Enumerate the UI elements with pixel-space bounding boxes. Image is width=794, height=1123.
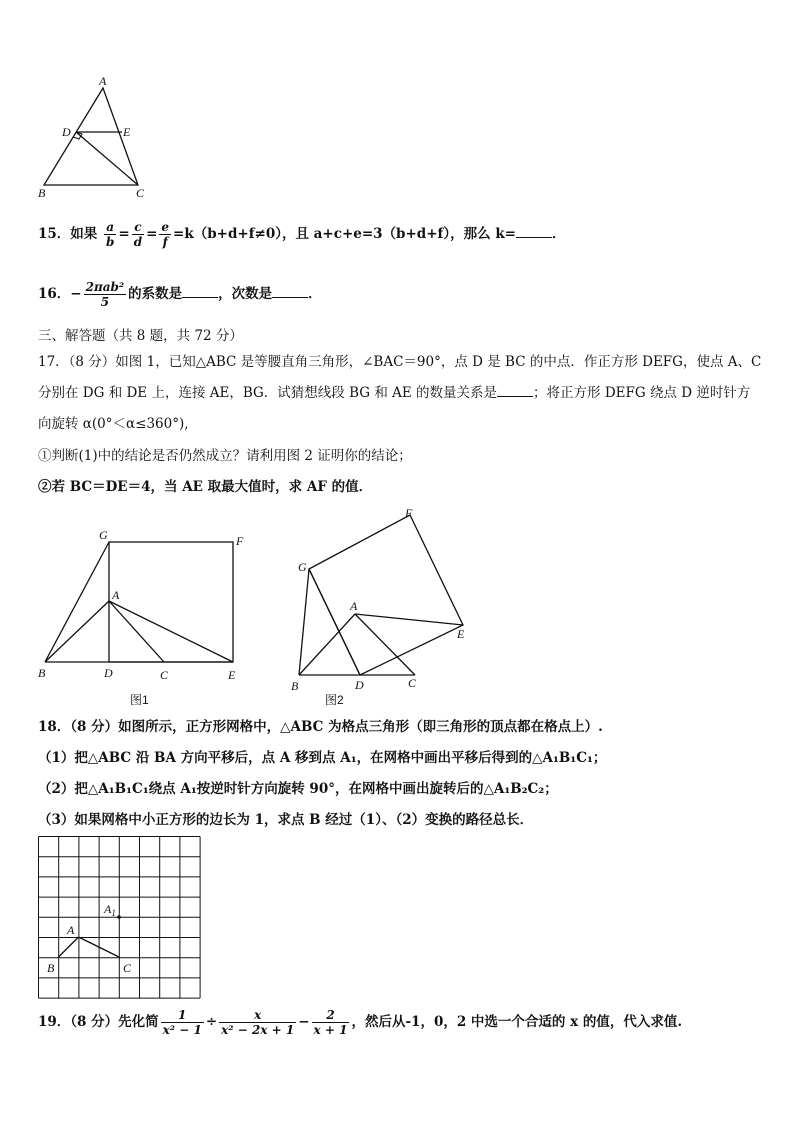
fig2-label-D: D [355, 678, 364, 692]
q19-fraction-3: $\frac{2}{x + 1}$ [313, 1008, 348, 1037]
q17-line-2: 分别在 DG 和 DE 上，连接 AE，BG．试猜想线段 BG 和 AE 的数量关系是 ；将正方形 DEFG 绕点 D 逆时针方 [38, 385, 751, 401]
triangle-figure-q14 [30, 72, 160, 202]
grid-label-C: C [123, 961, 132, 975]
fig2-label-A: A [350, 599, 358, 613]
q16-number: 16． [38, 286, 71, 302]
q16-blank-coefficient [182, 285, 218, 298]
fig2-label-C: C [408, 676, 417, 690]
fig2-label-G: G [298, 560, 307, 574]
fig2-label-E: E [457, 627, 465, 641]
section-3-heading: 三、解答题（共 8 题，共 72 分） [38, 328, 243, 344]
q15-condition: =k（b+d+f≠0），且 a+c+e=3（b+d+f），那么 k= [173, 226, 516, 242]
q15-fraction-e-f: $\frac{e}{f}$ [161, 220, 170, 249]
fig1-label-B: B [38, 666, 46, 680]
fig1-caption: 图1 [130, 693, 149, 707]
fig1-label-F: F [236, 534, 244, 548]
q17-answer-blank [497, 384, 533, 397]
q18-square-grid [36, 834, 206, 1000]
q18-sub-2: （2）把△A₁B₁C₁绕点 A₁按逆时针方向旋转 90°，在网格中画出旋转后的△A₁B₂C₂； [38, 781, 558, 797]
grid-label-B: B [47, 961, 55, 975]
q18-line-1: 18．（8 分）如图所示，正方形网格中，△ABC 为格点三角形（即三角形的顶点都在格点上）. [38, 719, 603, 735]
q16-fraction: $\frac{\text{2πab²}}{5}$ [85, 280, 125, 309]
q17-line-3: 向旋转 α(0°＜α≤360°), [38, 416, 189, 432]
fig2-label-F: F [405, 506, 413, 520]
q17-figure-2 [285, 505, 485, 715]
label-A: A [99, 74, 107, 88]
question-19: 19．（8 分）先化简 $\frac{1}{\text{x² − 1}}$ ÷ $\frac{x}{\text{x² − 2x + 1}}$ − $\frac{2}{x + 1}$ ，然后从-1，0，2 中选一个合适的 x 的值，代入求值. [38, 1008, 683, 1037]
fig2-caption: 图2 [325, 693, 344, 707]
q17-sub-2: ②若 BC＝DE＝4，当 AE 取最大值时，求 AF 的值． [38, 479, 373, 495]
q17-sub-1: ①判断(1)中的结论是否仍然成立？请利用图 2 证明你的结论； [38, 448, 412, 464]
fig1-label-E: E [228, 668, 236, 682]
q15-number: 15． [38, 226, 71, 242]
label-B: B [38, 186, 46, 200]
q15-fraction-c-d: $\frac{c}{d}$ [133, 220, 143, 249]
q17-figure-1 [30, 525, 250, 715]
q16-blank-degree [272, 285, 308, 298]
fig1-label-G: G [99, 528, 108, 542]
fig1-label-C: C [160, 668, 169, 682]
q15-fraction-a-b: $\frac{a}{b}$ [106, 220, 115, 249]
fig2-label-B: B [291, 679, 299, 693]
q19-fraction-2: $\frac{x}{\text{x² − 2x + 1}}$ [221, 1008, 295, 1037]
q15-answer-blank [516, 225, 552, 238]
question-16: 16．− $\frac{\text{2πab²}}{5}$ 的系数是 ，次数是 ． [38, 280, 322, 309]
label-E: E [123, 125, 131, 139]
q18-sub-3: （3）如果网格中小正方形的边长为 1，求点 B 经过（1）、（2）变换的路径总长． [38, 812, 534, 828]
label-C: C [136, 186, 145, 200]
grid-label-A: A [67, 923, 75, 937]
q19-fraction-1: $\frac{1}{\text{x² − 1}}$ [162, 1008, 202, 1037]
fig1-label-A: A [112, 588, 120, 602]
q18-sub-1: （1）把△ABC 沿 BA 方向平移后，点 A 移到点 A₁，在网格中画出平移后得到的△A₁B₁C₁； [38, 750, 607, 766]
grid-label-A1: $A_1$ [104, 902, 116, 918]
label-D: D [62, 125, 71, 139]
fig1-label-D: D [104, 666, 113, 680]
q17-line-1: 17．（8 分）如图 1，已知△ABC 是等腰直角三角形，∠BAC＝90°，点 D 是 BC 的中点．作正方形 DEFG，使点 A、C [38, 354, 762, 370]
question-15: 15．如果 $\frac{a}{b}$ = $\frac{c}{d}$ = $\frac{e}{f}$ =k（b+d+f≠0），且 a+c+e=3（b+d+f），那么 k= ． [38, 220, 566, 249]
q15-lead: 如果 [70, 226, 98, 242]
q16-text-coefficient: 的系数是 [128, 286, 183, 302]
